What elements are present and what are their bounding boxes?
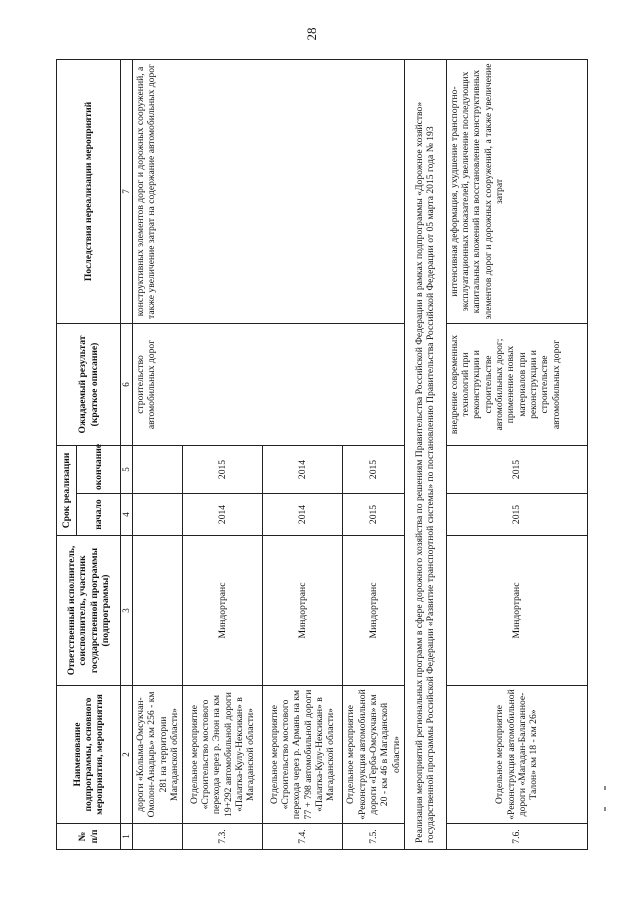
scan-mark: [604, 786, 606, 790]
activity-name: Отдельное мероприятие «Строительство мостового перехода через р. Армань на км 77 + 798 автомобильной дороги «Палатка-Кулу-Нексикан» в Магаданской области»: [263, 686, 343, 824]
section-row: [404, 59, 446, 849]
expected-result: внедрение современных технологий при реконструкции и строительстве автомобильных дорог; применение новых материалов при реконструкции и строительстве автомобильных дорог: [446, 323, 587, 445]
header-start: начало: [77, 494, 121, 536]
end-year: 2014: [263, 445, 343, 493]
start-year: 2015: [343, 494, 405, 536]
start-year: 2014: [183, 494, 263, 536]
start-year: 2014: [263, 494, 343, 536]
header-name: Наименование подпрограммы, основного мероприятия, мероприятия: [57, 686, 121, 824]
header-number: № п/п: [57, 824, 121, 850]
activity-name: дороги «Колыма-Омсукчан-Омолон-Анадырь» км 256 - км 281 на территории Магаданской области»: [133, 686, 183, 824]
end-year: [133, 445, 183, 493]
responsible: Миндортранс: [446, 536, 587, 686]
nonrealization-consequence: интенсивная деформация, ухудшение транспортно-эксплуатационных показателей, увеличение последующих капитальных вложений на восстановление конструктивных элементов дорог и дорожных сооружений, а также увеличение затрат: [446, 59, 587, 323]
program-table-area: [56, 60, 588, 850]
column-number: 5: [121, 445, 133, 493]
row-number: 7.4.: [263, 824, 343, 850]
row-number: 7.6.: [446, 824, 587, 850]
header-result: Ожидаемый результат (краткое описание): [57, 323, 121, 445]
header-end: окончание: [77, 445, 121, 493]
row-number: 7.5.: [343, 824, 405, 850]
program-activities-table: [56, 59, 588, 850]
section-title: Реализация мероприятий региональных программ в сфере дорожного хозяйства по решениям Правительства Российской Федерации в рамках подпрограммы «Дорожное хозяйство» государственной программы Российской Федерации «Развитие транспортной системы» по постановлению Правительства Российской Федерации от 05 марта 2015 года № 193: [404, 59, 446, 849]
activity-name: Отдельное мероприятие «Реконструкция автомобильной дороги «Герба-Омсукчан» км 20 - км 46 в Магаданской области»: [343, 686, 405, 824]
header-consequence: Последствия нереализации мероприятий: [57, 59, 121, 323]
activity-name: Отдельное мероприятие «Строительство мостового перехода через р. Энон на км 19+292 автомобильной дороги «Палатка-Кулу-Нексикан» в Магаданской области»: [183, 686, 263, 824]
end-year: 2015: [343, 445, 405, 493]
row-number: 7.3.: [183, 824, 263, 850]
header-row-1: [57, 59, 77, 849]
nonrealization-consequence: конструктивных элементов дорог и дорожных сооружений, а также увеличение затрат на содержание автомобильных дорог: [133, 59, 405, 323]
rotated-table-frame: [56, 60, 588, 850]
row-number: [133, 824, 183, 850]
header-responsible: Ответственный исполнитель, соисполнитель, участник государственной программы (подпрограммы): [57, 536, 121, 686]
responsible: Миндортранс: [263, 536, 343, 686]
column-number: 2: [121, 686, 133, 824]
responsible: Миндортранс: [183, 536, 263, 686]
start-year: 2015: [446, 494, 587, 536]
column-number: 3: [121, 536, 133, 686]
column-number: 4: [121, 494, 133, 536]
scan-mark: [604, 807, 606, 811]
column-number: 6: [121, 323, 133, 445]
start-year: [133, 494, 183, 536]
activity-name: Отдельное мероприятие «Реконструкция автомобильной дороги «Магадан-Балаганное-Талон» км 18 - км 26»: [446, 686, 587, 824]
end-year: 2015: [446, 445, 587, 493]
table-row: [446, 59, 587, 849]
end-year: 2015: [183, 445, 263, 493]
expected-result: строительство автомобильных дорог: [133, 323, 405, 445]
column-number: 1: [121, 824, 133, 850]
header-term-group: Срок реализации: [57, 445, 77, 535]
responsible: Миндортранс: [343, 536, 405, 686]
page-number: 28: [304, 27, 319, 41]
table-row: [133, 59, 183, 849]
responsible: [133, 536, 183, 686]
column-number-row: [121, 59, 133, 849]
column-number: 7: [121, 59, 133, 323]
